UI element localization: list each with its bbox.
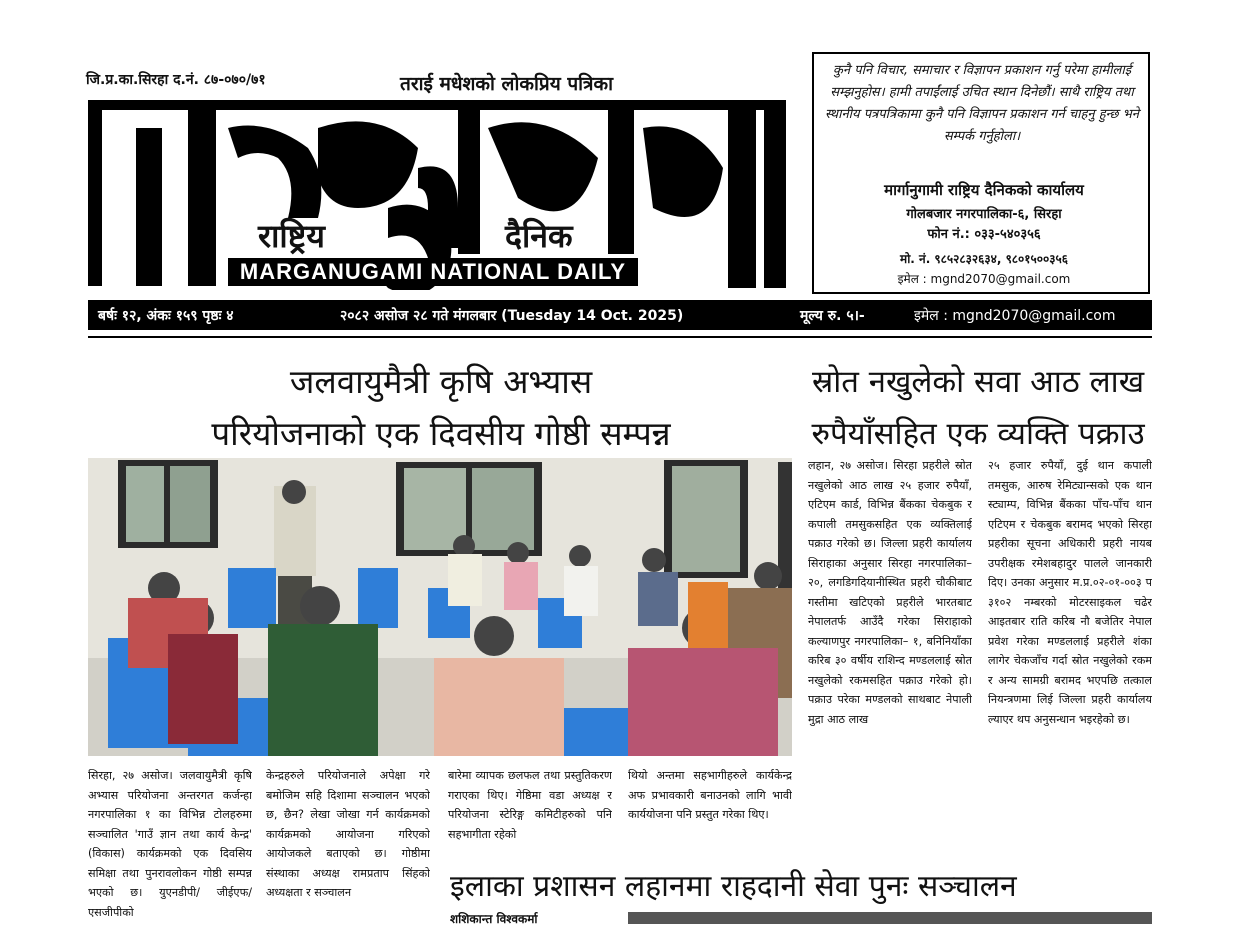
office-email: इमेल : mgnd2070@gmail.com: [897, 272, 1071, 286]
climate-column-2: केन्द्रहरुले परियोजनाले अपेक्षा गरे बमोजिम सहि दिशामा सञ्चालन भएको छ, छैन? लेखा जोखा गर्न कार्यक्रमको कार्यक्रमको आयोजना गरिएको आयोजकले बताएको छ। गोष्ठीमा संस्थाका अध्यक्ष रामप्रताप सिंहको अध्यक्षता र सञ्चालन: [266, 769, 430, 899]
climate-column-1: सिरहा, २७ असोज। जलवायुमैत्री कृषि अभ्यास परियोजना अन्तरगत कर्जन्हा नगरपालिका १ का विभिन्न टोलहरुमा सञ्चालित 'गाउँ ज्ञान तथा कार्य केन्द्र' (विकास) कार्यक्रमको एक दिवसिय समिक्षा तथा पुनरावलोकन गोष्ठी सम्पन्न भएको छ। युएनडीपी/ जीईएफ/एसजीपीको: [88, 769, 252, 919]
office-address: गोलबजार नगरपालिका-६, सिरहा: [906, 207, 1062, 222]
masthead-dainik: दैनिक: [505, 217, 573, 255]
masthead-logo: [88, 68, 788, 290]
passport-photo: [628, 912, 1152, 924]
tagline: तराई मधेशको लोकप्रिय पत्रिका: [400, 73, 614, 95]
climate-headline-line2: परियोजनाको एक दिवसीय गोष्ठी सम्पन्न: [211, 414, 671, 453]
cash-headline: [800, 356, 1156, 460]
climate-column-4: थियो अन्तमा सहभागीहरुले कार्यकेन्द्र अफ प्रभावकारी बनाउनको लागि भावी कार्ययोजना पनि प्रस्तुत गरेका थिए।: [628, 769, 792, 821]
climate-column-3: बारेमा व्यापक छलफल तथा प्रस्तुतिकरण गराएका थिए। गेष्ठिमा वडा अध्यक्ष र परियोजना स्टेरिङ्ग कमिटीहरुको पनि सहभागीता रहेको: [448, 769, 612, 841]
cash-headline-line1: स्रोत नखुलेको सवा आठ लाख: [811, 364, 1145, 400]
cash-column-1: लहान, २७ असोज। सिरहा प्रहरीले स्रोत नखुलेको आठ लाख २५ हजार रुपैयाँ, एटिएम कार्ड, विभिन्न बैंकका चेकबुक र कपाली तमसुकसहित एक व्यक्तिलाई पक्राउ गरेको छ। जिल्ला प्रहरी कार्यालय सिराहाका अनुसार सिरहा नगरपालिका– २०, लगडिगदियानीस्थित प्रहरी चौकीबाट गस्तीमा खटिएको प्रहरीले भारतबाट नेपालतर्फ आउँदै गरेका सिराहाको कल्याणपुर नगरपालिका– १, बनिनियाँका करिब ३० वर्षीय राशिन्द मण्डललाई स्रोत नखुलेको रकमसहित पक्राउ गरेको हो। पक्राउ परेका मण्डलको साथबाट नेपाली मुद्रा आठ लाख: [808, 459, 972, 726]
issue-info-bar: [88, 300, 1152, 330]
office-name: मार्गानुगामी राष्ट्रिय दैनिकको कार्यालय: [884, 181, 1084, 199]
climate-meeting-photo: [88, 458, 792, 756]
office-phone: फोन नं.: ०३३-५४०३५६: [927, 227, 1041, 242]
issue-date: २०८२ असोज २८ गते मंगलबार (Tuesday 14 Oct. 2025): [340, 308, 684, 324]
climate-headline: [86, 356, 796, 460]
issue-number: बर्षः १२, अंकः १५९ पृष्ठः ४: [98, 308, 234, 324]
cash-headline-line2: रुपैयाँसहित एक व्यक्ति पक्राउ: [811, 416, 1145, 452]
divider: [88, 336, 1152, 338]
issue-email: इमेल : mgnd2070@gmail.com: [914, 308, 1116, 324]
office-mobile: मो. नं. ९८५२८३२६३४, ९८०१५००३५६: [900, 252, 1068, 266]
issue-price: मूल्य रु. ५।-: [800, 308, 865, 324]
masthead-english-name: MARGANUGAMI NATIONAL DAILY: [228, 258, 638, 286]
advertisement-text: कुनै पनि विचार, समाचार र विज्ञापन प्रकाशन गर्नु परेमा हामीलाई सम्झनुहोस। हामी तपाईंलाई उचित स्थान दिनेछौं। साथै राष्ट्रिय तथा स्थानीय पत्रपत्रिकामा कुनै पनि विज्ञापन प्रकाशन गर्न चाहनु हुन्छ भने सम्पर्क गर्नुहोला।: [825, 63, 1139, 144]
masthead-rashtriya: राष्ट्रिय: [258, 217, 325, 255]
climate-headline-line1: जलवायुमैत्री कृषि अभ्यास: [289, 362, 593, 401]
passport-headline: इलाका प्रशासन लहानमा राहदानी सेवा पुनः सञ्चालन: [450, 869, 1017, 904]
registration-number: जि.प्र.का.सिरहा द.नं. ८७-०७०/७१: [86, 72, 266, 88]
cash-column-2: २५ हजार रुपैयाँ, दुई थान कपाली तमसुक, आरुष रेमिट्यान्सको एक थान स्ट्याम्प, विभिन्न बैंकका पाँच-पाँच थान एटिएम र चेकबुक बरामद भएको सिरहा प्रहरीका सूचना अधिकारी प्रहरी नायब उपरीक्षक रमेशबहादुर पालले जानकारी दिए। उनका अनुसार म.प्र.०२-०१-००३ प ३१०२ नम्बरको मोटरसाइकल चढेर आइतबार राति करिब नौ बजेतिर नेपाल प्रवेश गरेका मण्डललाई प्रहरीले शंका लागेर चेकजाँच गर्दा स्रोत नखुलेको रकम र अन्य सामग्री बरामद भएपछि तत्काल नियन्त्रणमा लिई जिल्ला प्रहरी कार्यालय ल्याएर थप अनुसन्धान भइरहेको छ।: [988, 459, 1152, 726]
passport-byline: शशिकान्त विश्वकर्मा: [450, 912, 538, 926]
